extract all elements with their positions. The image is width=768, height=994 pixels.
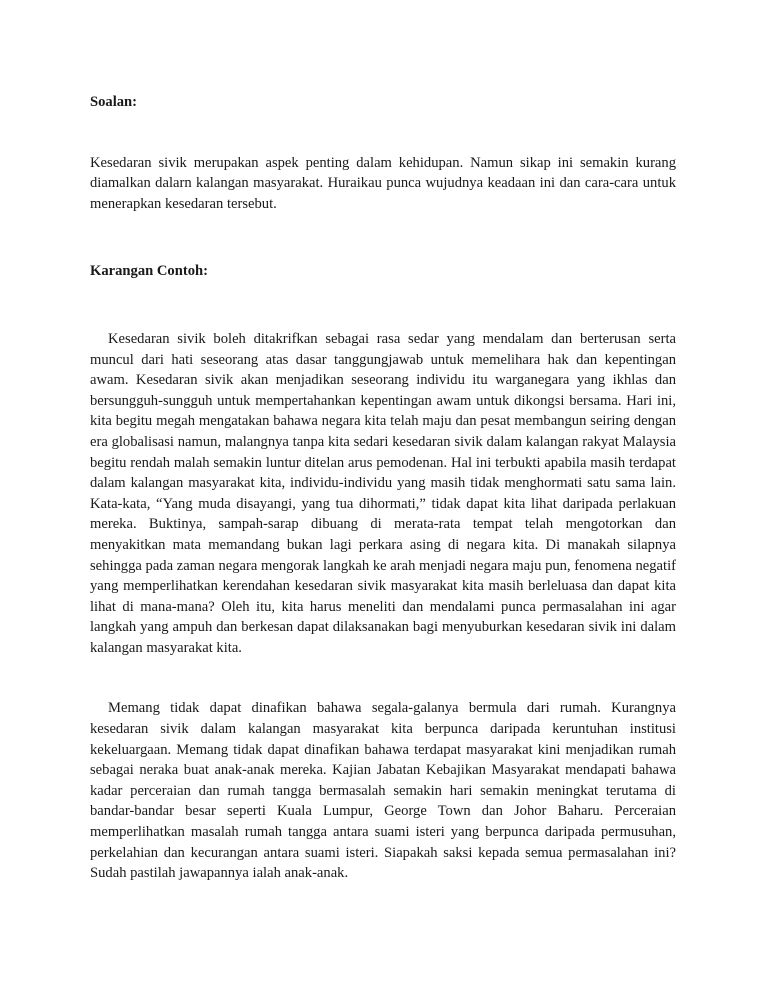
spacer [90,214,676,261]
essay-paragraph-2: Memang tidak dapat dinafikan bahawa segala-galanya bermula dari rumah. Kurangnya kesedaran sivik dalam kalangan masyarakat kita berpunca daripada keruntuhan institusi kekeluargaan. Memang tidak dapat dinafikan bahawa terdapat masyarakat kini menjadikan rumah sebagai neraka buat anak-anak mereka. Kajian Jabatan Kebajikan Masyarakat mendapati bahawa kadar perceraian dan rumah tangga bermasalah semakin hari semakin meningkat terutama di bandar-bandar besar seperti Kuala Lumpur, George Town dan Johor Baharu. Perceraian memperlihatkan masalah rumah tangga antara suami isteri yang berpunca daripada permusuhan, perkelahian dan kecurangan antara suami isteri. Siapakah saksi kepada semua permasalahan ini? Sudah pastilah jawapannya ialah anak-anak. [90,700,676,882]
question-text: Kesedaran sivik merupakan aspek penting dalam kehidupan. Namun sikap ini semakin kurang diamalkan dalarn kalangan masyarakat. Huraikau punca wujudnya keadaan ini dan cara-cara untuk menerapkan kesedaran tersebut. [90,154,676,212]
spacer [90,282,676,329]
spacer [90,113,676,153]
essay-heading: Karangan Contoh: [90,263,208,280]
document-body [90,92,676,884]
question-heading: Soalan: [90,94,138,110]
essay-paragraph-1: Kesedaran sivik boleh ditakrifkan sebagai rasa sedar yang mendalam dan berterusan serta muncul dari hati seseorang atas dasar tanggungjawab untuk memelihara hak dan kepentingan awam. Kesedaran sivik akan menjadikan seseorang individu itu warganegara yang ikhlas dan bersungguh-sungguh untuk mempertahankan kepentingan awam untuk dikongsi bersama. Hari ini, kita begitu megah mengatakan bahawa negara kita telah maju dan pesat membangun seiring dengan era globalisasi namun, malangnya tanpa kita sedari kesedaran sivik dalam kalangan rakyat Malaysia begitu rendah malah semakin luntur ditelan arus pemodenan. Hal ini terbukti apabila masih terdapat dalam kalangan masyarakat kita, individu-individu yang masih tidak menghormati satu sama lain. Kata-kata, “Yang muda disayangi, yang tua dihormati,” tidak dapat kita lihat daripada perlakuan mereka. Buktinya, sampah-sarap dibuang di merata-rata tempat telah mengotorkan dan menyakitkan mata memandang bukan lagi perkara asing di negara kita. Di manakah silapnya sehingga pada zaman negara mengorak langkah ke arah menjadi negara maju pun, fenomena negatif yang memperlihatkan kerendahan kesedaran sivik masyarakat kita masih berleluasa dan dapat kita lihat di mana-mana? Oleh itu, kita harus meneliti dan mendalami punca permasalahan ini agar langkah yang ampuh dan berkesan dapat dilaksanakan bagi menyuburkan kesedaran sivik ini dalam kalangan masyarakat kita. [90,330,676,656]
spacer [90,658,676,698]
